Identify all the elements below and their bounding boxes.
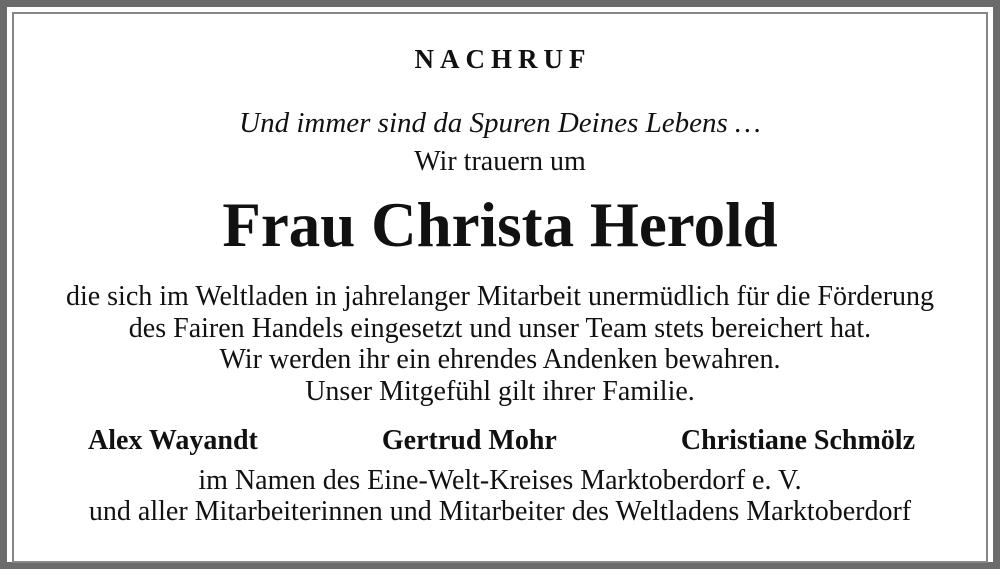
deceased-name: Frau Christa Herold	[222, 190, 778, 260]
notice-content	[14, 14, 986, 555]
signatories-row	[14, 427, 986, 455]
signatory-name: Gertrud Mohr	[381, 425, 557, 456]
tribute-line: die sich im Weltladen in jahrelanger Mitarbeit unermüdlich für die Förderung	[65, 281, 935, 312]
tribute-text	[66, 281, 934, 407]
tribute-line: des Fairen Handels eingesetzt und unser Team stets bereichert hat.	[128, 312, 872, 344]
notice-title: NACHRUF	[414, 44, 592, 74]
memorial-quote: Und immer sind da Spuren Deines Lebens …	[239, 107, 761, 139]
tribute-line: Wir werden ihr ein ehrendes Andenken bewahren.	[219, 344, 781, 375]
signatory-name: Alex Wayandt	[88, 425, 258, 456]
signatory-name: Christiane Schmölz	[680, 425, 915, 456]
mourning-intro: Wir trauern um	[414, 146, 586, 177]
organization-line: im Namen des Eine-Welt-Kreises Marktoberdorf e. V.	[198, 465, 802, 496]
organization-line: und aller Mitarbeiterinnen und Mitarbeiter des Weltladens Marktoberdorf	[88, 496, 912, 527]
tribute-line: Unser Mitgefühl gilt ihrer Familie.	[305, 375, 695, 407]
